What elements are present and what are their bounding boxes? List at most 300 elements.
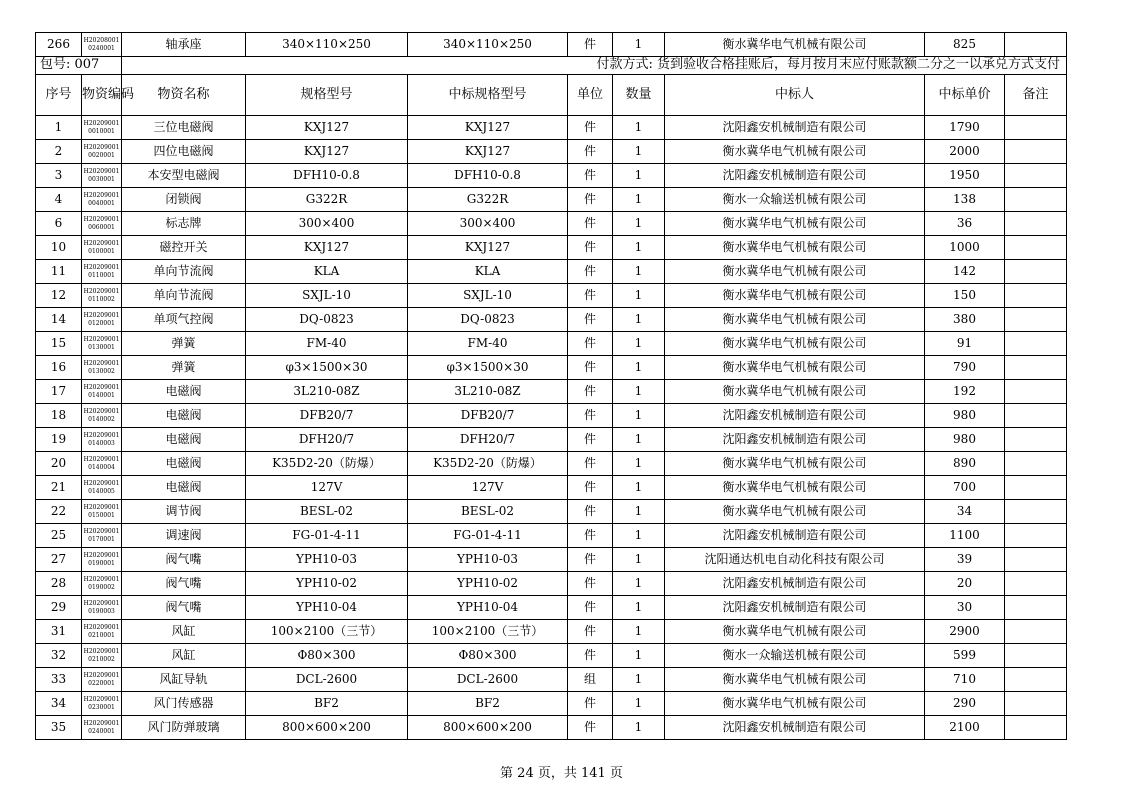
cell-price: 2000 [925, 140, 1005, 164]
cell-bid-spec: 300×400 [408, 212, 568, 236]
cell-note [1005, 164, 1067, 188]
top-row-code: H20208001 0240001 [82, 33, 122, 57]
cell-name: 电磁阀 [122, 452, 246, 476]
cell-bid-spec: YPH10-03 [408, 548, 568, 572]
cell-code: H20209001 0010001 [82, 116, 122, 140]
cell-qty: 1 [613, 404, 665, 428]
cell-winner: 沈阳鑫安机械制造有限公司 [665, 716, 925, 740]
cell-winner: 衡水冀华电气机械有限公司 [665, 140, 925, 164]
cell-qty: 1 [613, 140, 665, 164]
cell-note [1005, 188, 1067, 212]
cell-unit: 件 [568, 644, 613, 668]
cell-unit: 件 [568, 596, 613, 620]
cell-note [1005, 428, 1067, 452]
top-row-seq: 266 [36, 33, 82, 57]
package-label: 包号: 007 [36, 57, 122, 75]
cell-unit: 件 [568, 620, 613, 644]
cell-name: 风缸 [122, 620, 246, 644]
cell-name: 弹簧 [122, 356, 246, 380]
cell-note [1005, 572, 1067, 596]
cell-price: 20 [925, 572, 1005, 596]
cell-price: 380 [925, 308, 1005, 332]
cell-qty: 1 [613, 212, 665, 236]
top-row-unit: 件 [568, 33, 613, 57]
cell-unit: 件 [568, 404, 613, 428]
cell-name: 电磁阀 [122, 404, 246, 428]
cell-winner: 衡水冀华电气机械有限公司 [665, 500, 925, 524]
cell-unit: 件 [568, 692, 613, 716]
header-spec: 规格型号 [246, 75, 408, 116]
cell-code: H20209001 0220001 [82, 668, 122, 692]
table-row [36, 332, 1067, 356]
table-row [36, 188, 1067, 212]
cell-winner: 沈阳鑫安机械制造有限公司 [665, 428, 925, 452]
cell-spec: YPH10-03 [246, 548, 408, 572]
cell-price: 2100 [925, 716, 1005, 740]
cell-winner: 沈阳鑫安机械制造有限公司 [665, 164, 925, 188]
cell-bid-spec: 127V [408, 476, 568, 500]
cell-unit: 件 [568, 212, 613, 236]
cell-code: H20209001 0140003 [82, 428, 122, 452]
cell-spec: DFH20/7 [246, 428, 408, 452]
cell-spec: φ3×1500×30 [246, 356, 408, 380]
cell-spec: BESL-02 [246, 500, 408, 524]
cell-code: H20209001 0170001 [82, 524, 122, 548]
cell-code: H20209001 0140002 [82, 404, 122, 428]
cell-bid-spec: BESL-02 [408, 500, 568, 524]
table-row [36, 380, 1067, 404]
header-row [36, 75, 1067, 116]
cell-seq: 27 [36, 548, 82, 572]
cell-name: 调节阀 [122, 500, 246, 524]
table-row [36, 236, 1067, 260]
table-body [36, 33, 1067, 740]
cell-winner: 衡水冀华电气机械有限公司 [665, 236, 925, 260]
cell-spec: YPH10-02 [246, 572, 408, 596]
cell-seq: 16 [36, 356, 82, 380]
top-row [36, 33, 1067, 57]
cell-unit: 件 [568, 236, 613, 260]
cell-note [1005, 716, 1067, 740]
table-row [36, 716, 1067, 740]
cell-unit: 件 [568, 188, 613, 212]
page-footer: 第 24 页，共 141 页 [500, 766, 623, 781]
cell-spec: Φ80×300 [246, 644, 408, 668]
cell-winner: 衡水冀华电气机械有限公司 [665, 284, 925, 308]
cell-seq: 20 [36, 452, 82, 476]
cell-spec: 3L210-08Z [246, 380, 408, 404]
cell-price: 710 [925, 668, 1005, 692]
cell-unit: 件 [568, 500, 613, 524]
cell-bid-spec: DFB20/7 [408, 404, 568, 428]
cell-name: 单向节流阀 [122, 284, 246, 308]
cell-unit: 件 [568, 476, 613, 500]
cell-note [1005, 524, 1067, 548]
cell-price: 980 [925, 404, 1005, 428]
cell-price: 980 [925, 428, 1005, 452]
cell-qty: 1 [613, 548, 665, 572]
cell-unit: 件 [568, 572, 613, 596]
cell-code: H20209001 0040001 [82, 188, 122, 212]
cell-qty: 1 [613, 188, 665, 212]
cell-winner: 沈阳鑫安机械制造有限公司 [665, 404, 925, 428]
header-winner: 中标人 [665, 75, 925, 116]
table-row [36, 620, 1067, 644]
cell-name: 风门防弹玻璃 [122, 716, 246, 740]
cell-qty: 1 [613, 644, 665, 668]
cell-price: 36 [925, 212, 1005, 236]
cell-bid-spec: DFH10-0.8 [408, 164, 568, 188]
cell-code: H20209001 0100001 [82, 236, 122, 260]
cell-winner: 衡水冀华电气机械有限公司 [665, 668, 925, 692]
cell-code: H20209001 0130002 [82, 356, 122, 380]
cell-bid-spec: FM-40 [408, 332, 568, 356]
cell-code: H20209001 0140004 [82, 452, 122, 476]
table-row [36, 116, 1067, 140]
cell-price: 1100 [925, 524, 1005, 548]
cell-note [1005, 644, 1067, 668]
cell-spec: 100×2100（三节） [246, 620, 408, 644]
payment-terms: 付款方式: 货到验收合格挂账后，每月按月末应付账款额二分之一以承兑方式支付 [122, 57, 1067, 75]
cell-code: H20209001 0150001 [82, 500, 122, 524]
cell-code: H20209001 0210002 [82, 644, 122, 668]
cell-spec: KXJ127 [246, 116, 408, 140]
cell-seq: 11 [36, 260, 82, 284]
cell-name: 单向节流阀 [122, 260, 246, 284]
header-bid-spec: 中标规格型号 [408, 75, 568, 116]
cell-price: 1000 [925, 236, 1005, 260]
table-row [36, 524, 1067, 548]
cell-unit: 件 [568, 116, 613, 140]
cell-code: H20209001 0030001 [82, 164, 122, 188]
cell-seq: 14 [36, 308, 82, 332]
cell-seq: 19 [36, 428, 82, 452]
cell-name: 风缸 [122, 644, 246, 668]
cell-price: 138 [925, 188, 1005, 212]
cell-name: 弹簧 [122, 332, 246, 356]
cell-bid-spec: SXJL-10 [408, 284, 568, 308]
table-row [36, 644, 1067, 668]
table-row [36, 476, 1067, 500]
cell-note [1005, 548, 1067, 572]
cell-qty: 1 [613, 356, 665, 380]
cell-qty: 1 [613, 164, 665, 188]
cell-unit: 件 [568, 284, 613, 308]
cell-note [1005, 308, 1067, 332]
cell-note [1005, 332, 1067, 356]
cell-note [1005, 476, 1067, 500]
cell-code: H20209001 0190002 [82, 572, 122, 596]
cell-seq: 28 [36, 572, 82, 596]
cell-seq: 18 [36, 404, 82, 428]
cell-qty: 1 [613, 620, 665, 644]
cell-price: 290 [925, 692, 1005, 716]
cell-bid-spec: YPH10-04 [408, 596, 568, 620]
cell-seq: 33 [36, 668, 82, 692]
top-row-price: 825 [925, 33, 1005, 57]
table-row [36, 260, 1067, 284]
cell-bid-spec: 3L210-08Z [408, 380, 568, 404]
cell-bid-spec: φ3×1500×30 [408, 356, 568, 380]
cell-spec: K35D2-20（防爆） [246, 452, 408, 476]
cell-spec: YPH10-04 [246, 596, 408, 620]
cell-code: H20209001 0210001 [82, 620, 122, 644]
cell-bid-spec: DFH20/7 [408, 428, 568, 452]
cell-spec: FM-40 [246, 332, 408, 356]
cell-winner: 衡水冀华电气机械有限公司 [665, 260, 925, 284]
table-row [36, 308, 1067, 332]
package-row [36, 57, 1067, 75]
procurement-table-sheet [35, 32, 1066, 740]
cell-winner: 沈阳鑫安机械制造有限公司 [665, 116, 925, 140]
cell-spec: 127V [246, 476, 408, 500]
cell-price: 599 [925, 644, 1005, 668]
cell-seq: 22 [36, 500, 82, 524]
cell-bid-spec: KXJ127 [408, 140, 568, 164]
cell-code: H20209001 0110001 [82, 260, 122, 284]
cell-qty: 1 [613, 116, 665, 140]
table-row [36, 572, 1067, 596]
cell-seq: 25 [36, 524, 82, 548]
cell-spec: KXJ127 [246, 140, 408, 164]
cell-unit: 件 [568, 716, 613, 740]
cell-note [1005, 236, 1067, 260]
top-row-name: 轴承座 [122, 33, 246, 57]
cell-winner: 衡水冀华电气机械有限公司 [665, 452, 925, 476]
cell-winner: 衡水冀华电气机械有限公司 [665, 212, 925, 236]
cell-code: H20209001 0060001 [82, 212, 122, 236]
cell-code: H20209001 0020001 [82, 140, 122, 164]
cell-qty: 1 [613, 596, 665, 620]
cell-bid-spec: Φ80×300 [408, 644, 568, 668]
cell-spec: DCL-2600 [246, 668, 408, 692]
cell-spec: 800×600×200 [246, 716, 408, 740]
cell-note [1005, 260, 1067, 284]
cell-note [1005, 404, 1067, 428]
cell-code: H20209001 0120001 [82, 308, 122, 332]
cell-winner: 沈阳鑫安机械制造有限公司 [665, 572, 925, 596]
cell-spec: KXJ127 [246, 236, 408, 260]
table-row [36, 452, 1067, 476]
cell-price: 91 [925, 332, 1005, 356]
cell-bid-spec: FG-01-4-11 [408, 524, 568, 548]
table-row [36, 428, 1067, 452]
cell-note [1005, 692, 1067, 716]
cell-seq: 21 [36, 476, 82, 500]
cell-name: 单项气控阀 [122, 308, 246, 332]
header-code: 物资编码 [82, 75, 122, 116]
table-row [36, 164, 1067, 188]
cell-spec: SXJL-10 [246, 284, 408, 308]
cell-seq: 6 [36, 212, 82, 236]
cell-seq: 35 [36, 716, 82, 740]
header-name: 物资名称 [122, 75, 246, 116]
table-row [36, 404, 1067, 428]
cell-name: 风缸导轨 [122, 668, 246, 692]
cell-seq: 32 [36, 644, 82, 668]
table-row [36, 284, 1067, 308]
cell-winner: 衡水一众输送机械有限公司 [665, 644, 925, 668]
cell-seq: 10 [36, 236, 82, 260]
cell-name: 电磁阀 [122, 428, 246, 452]
cell-bid-spec: KXJ127 [408, 116, 568, 140]
cell-code: H20209001 0140001 [82, 380, 122, 404]
cell-unit: 件 [568, 164, 613, 188]
cell-unit: 件 [568, 140, 613, 164]
cell-unit: 件 [568, 380, 613, 404]
cell-qty: 1 [613, 236, 665, 260]
cell-unit: 件 [568, 428, 613, 452]
cell-qty: 1 [613, 332, 665, 356]
cell-winner: 沈阳鑫安机械制造有限公司 [665, 596, 925, 620]
cell-price: 700 [925, 476, 1005, 500]
cell-seq: 34 [36, 692, 82, 716]
header-qty: 数量 [613, 75, 665, 116]
cell-bid-spec: DCL-2600 [408, 668, 568, 692]
cell-note [1005, 500, 1067, 524]
cell-note [1005, 212, 1067, 236]
cell-winner: 沈阳鑫安机械制造有限公司 [665, 524, 925, 548]
cell-spec: KLA [246, 260, 408, 284]
cell-winner: 衡水冀华电气机械有限公司 [665, 380, 925, 404]
cell-name: 阀气嘴 [122, 596, 246, 620]
table-row [36, 356, 1067, 380]
cell-winner: 衡水冀华电气机械有限公司 [665, 476, 925, 500]
cell-note [1005, 284, 1067, 308]
cell-name: 阀气嘴 [122, 572, 246, 596]
cell-code: H20209001 0140005 [82, 476, 122, 500]
cell-bid-spec: G322R [408, 188, 568, 212]
cell-name: 电磁阀 [122, 476, 246, 500]
cell-seq: 31 [36, 620, 82, 644]
table-row [36, 668, 1067, 692]
table-row [36, 500, 1067, 524]
top-row-spec: 340×110×250 [246, 33, 408, 57]
cell-seq: 12 [36, 284, 82, 308]
header-seq: 序号 [36, 75, 82, 116]
cell-code: H20209001 0230001 [82, 692, 122, 716]
top-row-winner: 衡水冀华电气机械有限公司 [665, 33, 925, 57]
procurement-table [35, 32, 1067, 740]
cell-qty: 1 [613, 428, 665, 452]
cell-bid-spec: 100×2100（三节） [408, 620, 568, 644]
cell-note [1005, 620, 1067, 644]
cell-spec: DFH10-0.8 [246, 164, 408, 188]
cell-spec: FG-01-4-11 [246, 524, 408, 548]
cell-seq: 4 [36, 188, 82, 212]
cell-name: 风门传感器 [122, 692, 246, 716]
cell-spec: DQ-0823 [246, 308, 408, 332]
cell-qty: 1 [613, 380, 665, 404]
top-row-bid-spec: 340×110×250 [408, 33, 568, 57]
cell-note [1005, 596, 1067, 620]
cell-unit: 件 [568, 356, 613, 380]
cell-price: 34 [925, 500, 1005, 524]
header-unit: 单位 [568, 75, 613, 116]
cell-bid-spec: K35D2-20（防爆） [408, 452, 568, 476]
cell-note [1005, 140, 1067, 164]
cell-price: 30 [925, 596, 1005, 620]
cell-note [1005, 668, 1067, 692]
table-row [36, 212, 1067, 236]
cell-price: 39 [925, 548, 1005, 572]
cell-name: 标志牌 [122, 212, 246, 236]
cell-unit: 件 [568, 308, 613, 332]
cell-winner: 衡水冀华电气机械有限公司 [665, 332, 925, 356]
cell-bid-spec: KXJ127 [408, 236, 568, 260]
cell-unit: 件 [568, 332, 613, 356]
cell-name: 阀气嘴 [122, 548, 246, 572]
cell-spec: G322R [246, 188, 408, 212]
cell-code: H20209001 0110002 [82, 284, 122, 308]
cell-winner: 衡水冀华电气机械有限公司 [665, 308, 925, 332]
cell-spec: 300×400 [246, 212, 408, 236]
cell-price: 150 [925, 284, 1005, 308]
cell-qty: 1 [613, 500, 665, 524]
cell-name: 三位电磁阀 [122, 116, 246, 140]
cell-winner: 衡水冀华电气机械有限公司 [665, 356, 925, 380]
cell-seq: 29 [36, 596, 82, 620]
cell-price: 1790 [925, 116, 1005, 140]
cell-name: 闭锁阀 [122, 188, 246, 212]
cell-price: 790 [925, 356, 1005, 380]
cell-note [1005, 380, 1067, 404]
header-note: 备注 [1005, 75, 1067, 116]
top-row-note [1005, 33, 1067, 57]
cell-price: 1950 [925, 164, 1005, 188]
cell-price: 2900 [925, 620, 1005, 644]
header-price: 中标单价 [925, 75, 1005, 116]
cell-spec: DFB20/7 [246, 404, 408, 428]
cell-note [1005, 356, 1067, 380]
cell-qty: 1 [613, 284, 665, 308]
cell-qty: 1 [613, 308, 665, 332]
table-row [36, 548, 1067, 572]
cell-winner: 衡水冀华电气机械有限公司 [665, 620, 925, 644]
cell-price: 192 [925, 380, 1005, 404]
cell-winner: 衡水一众输送机械有限公司 [665, 188, 925, 212]
cell-qty: 1 [613, 716, 665, 740]
cell-unit: 件 [568, 548, 613, 572]
cell-qty: 1 [613, 260, 665, 284]
cell-qty: 1 [613, 524, 665, 548]
cell-qty: 1 [613, 476, 665, 500]
cell-seq: 2 [36, 140, 82, 164]
cell-name: 调速阀 [122, 524, 246, 548]
cell-unit: 件 [568, 452, 613, 476]
cell-qty: 1 [613, 692, 665, 716]
cell-seq: 15 [36, 332, 82, 356]
cell-code: H20209001 0190001 [82, 548, 122, 572]
cell-price: 890 [925, 452, 1005, 476]
table-row [36, 692, 1067, 716]
cell-spec: BF2 [246, 692, 408, 716]
cell-price: 142 [925, 260, 1005, 284]
cell-note [1005, 116, 1067, 140]
cell-seq: 3 [36, 164, 82, 188]
cell-unit: 件 [568, 524, 613, 548]
cell-qty: 1 [613, 668, 665, 692]
cell-unit: 组 [568, 668, 613, 692]
table-row [36, 140, 1067, 164]
cell-note [1005, 452, 1067, 476]
cell-name: 电磁阀 [122, 380, 246, 404]
cell-bid-spec: BF2 [408, 692, 568, 716]
cell-winner: 沈阳通达机电自动化科技有限公司 [665, 548, 925, 572]
cell-name: 本安型电磁阀 [122, 164, 246, 188]
cell-bid-spec: YPH10-02 [408, 572, 568, 596]
cell-name: 磁控开关 [122, 236, 246, 260]
